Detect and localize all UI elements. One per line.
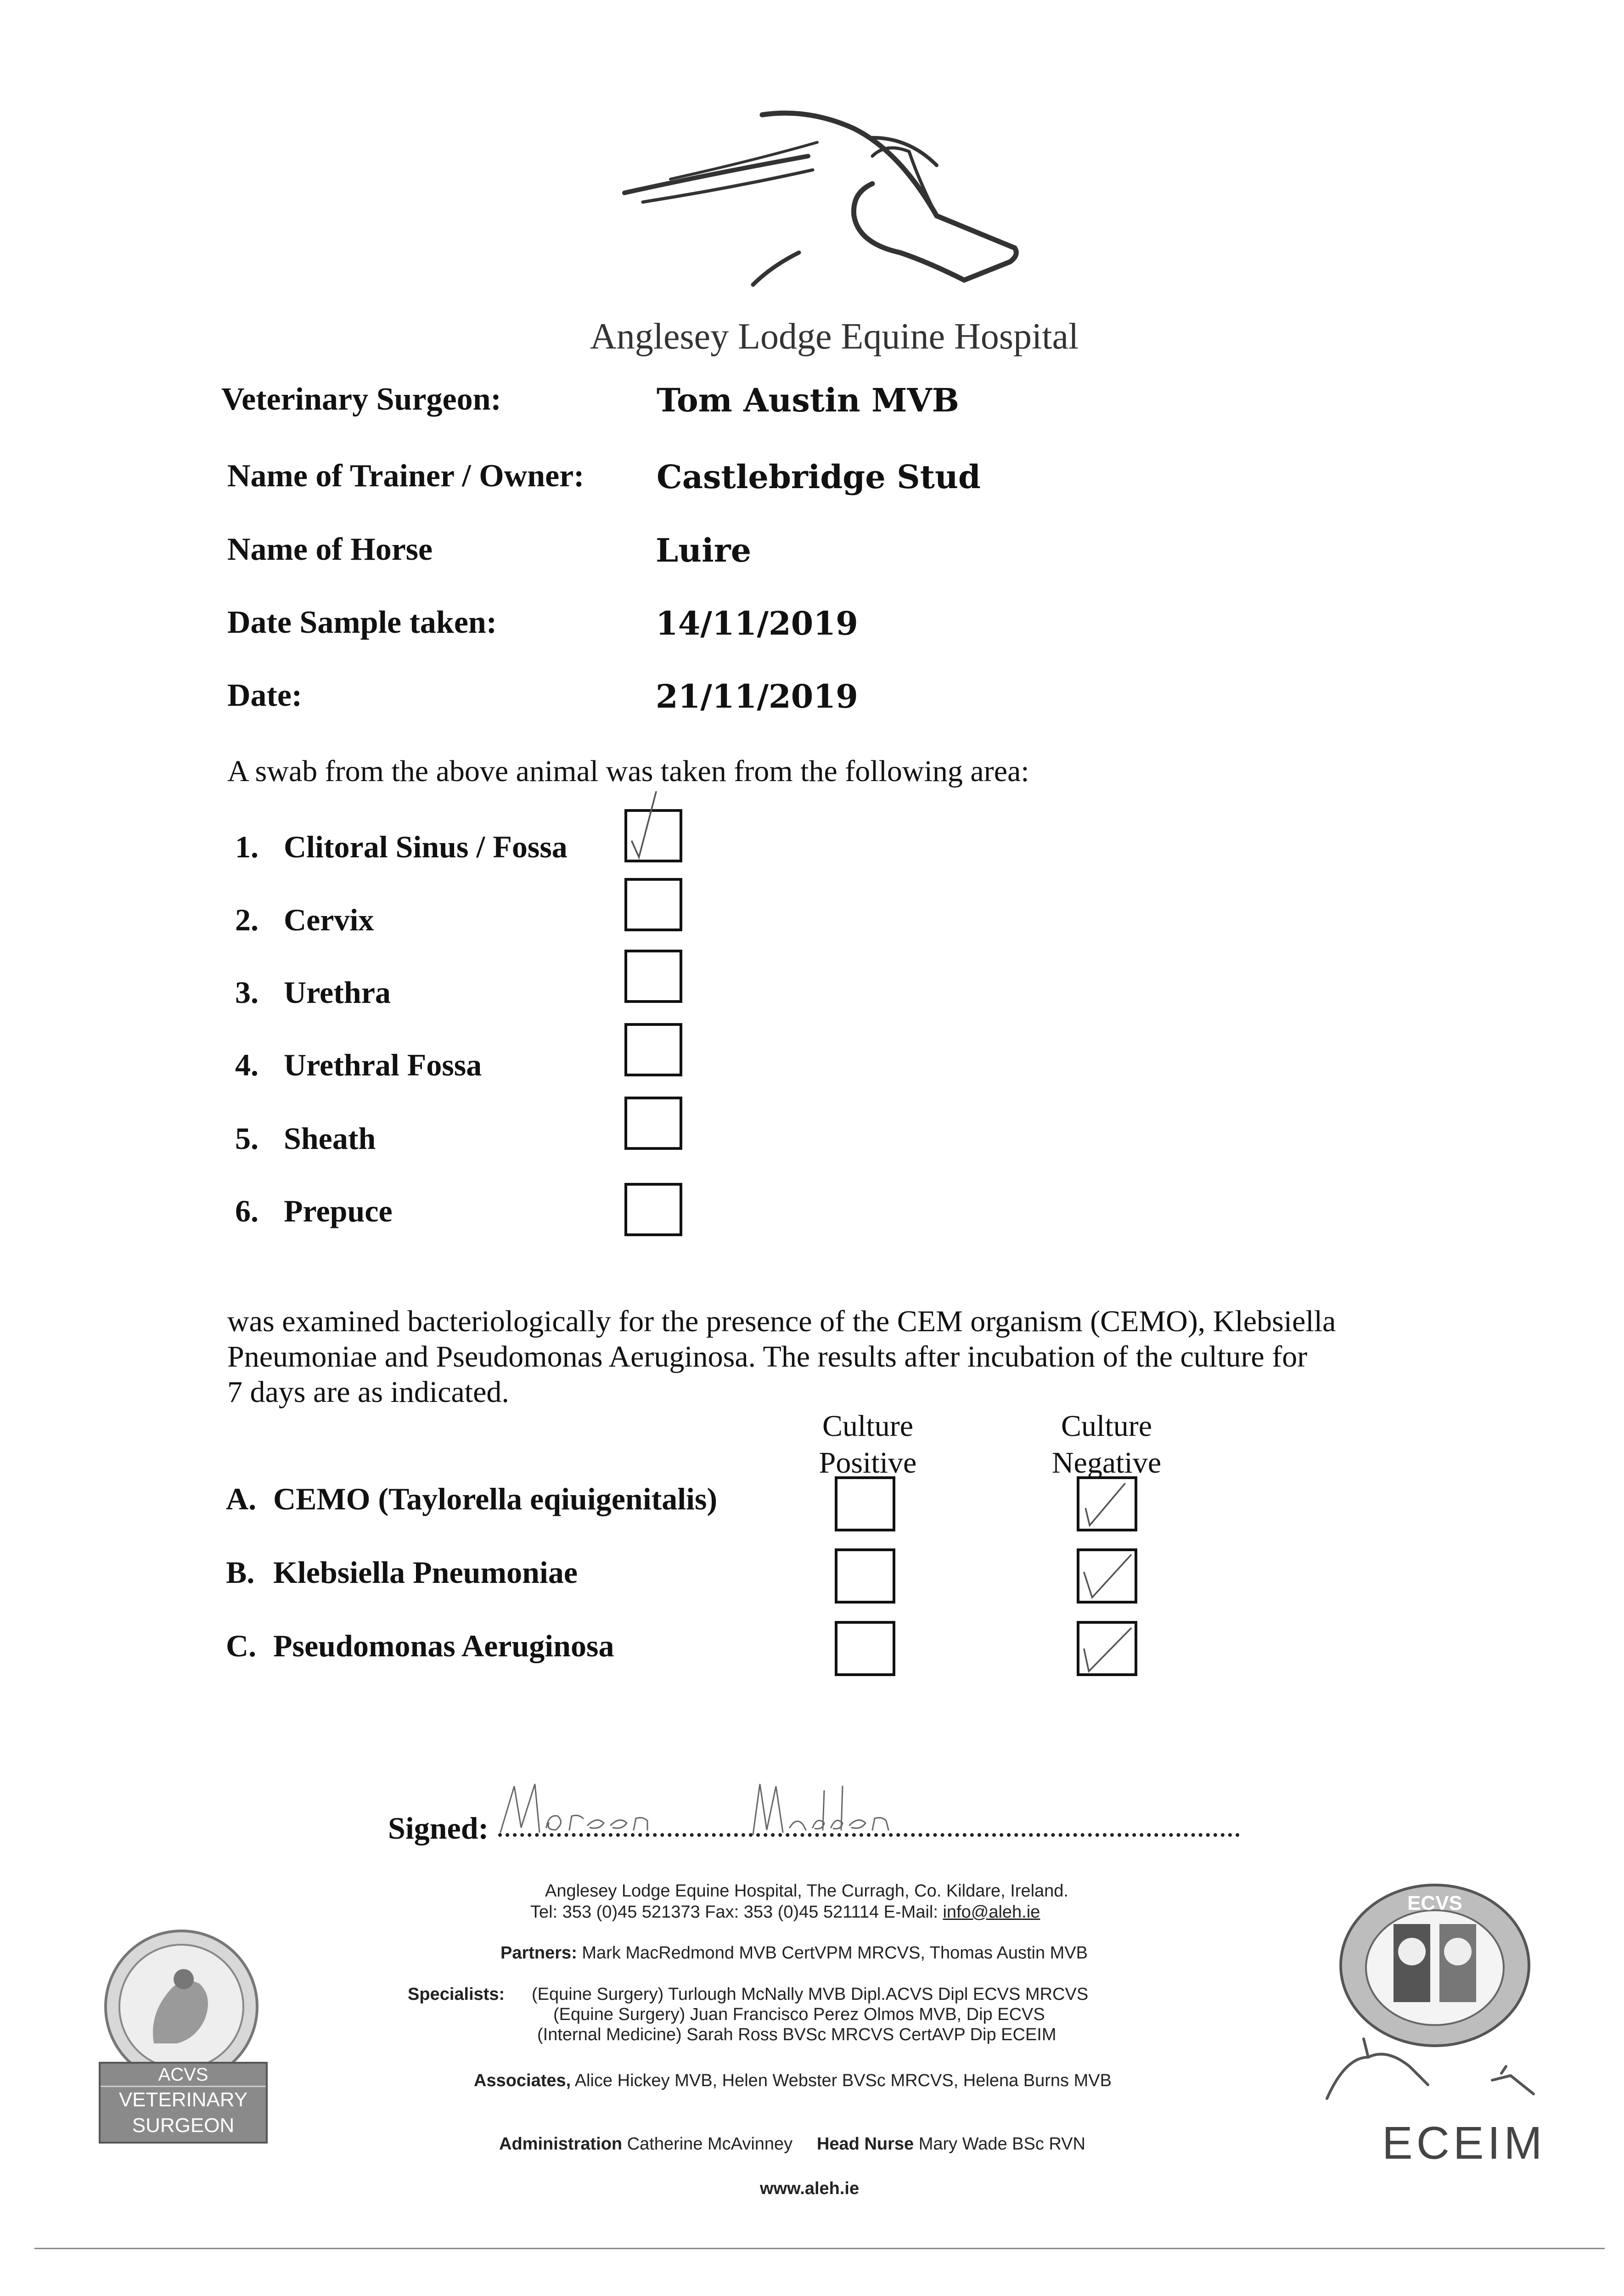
partners-label: Partners:	[500, 1943, 577, 1963]
checkbox-prepuce[interactable]	[624, 1183, 682, 1236]
field-label-date-sample-taken: Date Sample taken:	[227, 605, 497, 640]
field-value-horse-name: Luire	[656, 531, 752, 569]
associates-label: Associates,	[474, 2071, 571, 2090]
footer-email-link[interactable]: info@aleh.ie	[943, 1902, 1040, 1922]
swab-area-sheath: Sheath	[284, 1121, 376, 1156]
acvs-line-2: VETERINARY	[101, 2086, 266, 2113]
checkbox-urethral-fossa[interactable]	[624, 1023, 682, 1076]
column-header-line: Positive	[819, 1446, 917, 1480]
checkbox-urethra[interactable]	[624, 950, 682, 1003]
column-header-culture-negative	[1019, 1408, 1194, 1481]
checkbox-clitoral-sinus[interactable]	[624, 809, 682, 862]
field-value-veterinary-surgeon: Tom Austin MVB	[657, 381, 959, 419]
field-label-horse-name: Name of Horse	[227, 532, 433, 567]
result-name-cemo: CEMO (Taylorella eqiuigenitalis)	[273, 1481, 718, 1516]
checkbox-pseudomonas-positive[interactable]	[835, 1621, 895, 1676]
acvs-label-block	[99, 2062, 268, 2144]
nurse-name: Mary Wade BSc RVN	[918, 2134, 1085, 2154]
checkbox-klebsiella-positive[interactable]	[835, 1548, 895, 1604]
field-label-veterinary-surgeon: Veterinary Surgeon:	[221, 382, 501, 417]
check-mark-icon	[1079, 1551, 1135, 1601]
ecvs-badge	[1338, 1883, 1531, 2048]
swab-area-number: 4.	[235, 1047, 258, 1082]
checkbox-cemo-positive[interactable]	[835, 1476, 895, 1531]
associates-names: Alice Hickey MVB, Helen Webster BVSc MRCVS, Helena Burns MVB	[574, 2071, 1112, 2090]
checkbox-cervix[interactable]	[624, 878, 682, 931]
swab-area-number: 1.	[235, 829, 258, 864]
swab-area-number: 6.	[235, 1193, 258, 1228]
signed-label: Signed:	[388, 1811, 489, 1846]
result-letter: B.	[226, 1555, 255, 1590]
eceim-horse-icon	[1318, 2030, 1547, 2122]
field-label-date: Date:	[227, 678, 303, 713]
result-letter: A.	[226, 1481, 257, 1516]
column-header-culture-positive	[781, 1408, 955, 1481]
checkbox-sheath[interactable]	[624, 1097, 682, 1150]
partners-names: Mark MacRedmond MVB CertVPM MRCVS, Thomas Austin MVB	[582, 1943, 1088, 1963]
acvs-line-3: SURGEON	[132, 2114, 235, 2137]
ecvs-label: ECVS	[1407, 1892, 1462, 1914]
eceim-badge	[1318, 2030, 1547, 2167]
checkbox-klebsiella-negative[interactable]	[1077, 1548, 1137, 1604]
checkbox-pseudomonas-negative[interactable]	[1077, 1621, 1137, 1676]
exam-text-line-2: Pneumoniae and Pseudomonas Aeruginosa. The results after incubation of the culture for	[227, 1340, 1308, 1373]
swab-area-number: 3.	[235, 975, 258, 1010]
acvs-line-1: ACVS	[158, 2065, 208, 2085]
acvs-badge	[85, 1924, 278, 2140]
footer-associates	[474, 2071, 1112, 2091]
eceim-label: ECEIM	[1382, 2117, 1546, 2169]
swab-area-urethra: Urethra	[284, 975, 391, 1010]
specialists-label: Specialists:	[408, 1985, 505, 2004]
nurse-label: Head Nurse	[816, 2134, 914, 2154]
check-mark-icon	[627, 812, 680, 860]
swab-area-prepuce: Prepuce	[284, 1193, 393, 1228]
hospital-name: Anglesey Lodge Equine Hospital	[590, 316, 1079, 357]
footer-address: Anglesey Lodge Equine Hospital, The Curragh, Co. Kildare, Ireland.	[545, 1881, 1068, 1901]
field-label-trainer-owner: Name of Trainer / Owner:	[227, 458, 584, 494]
check-mark-icon	[1079, 1624, 1135, 1673]
field-value-date: 21/11/2019	[656, 677, 858, 715]
footer-website	[760, 2179, 859, 2199]
column-header-line: Culture	[1061, 1409, 1152, 1443]
exam-text-line-3: 7 days are as indicated.	[227, 1375, 509, 1409]
hospital-logo-icon	[615, 110, 1028, 303]
swab-intro-text: A swab from the above animal was taken from the following area:	[227, 754, 1029, 788]
bottom-divider	[34, 2248, 1605, 2249]
field-value-date-sample-taken: 14/11/2019	[656, 604, 858, 642]
footer-specialist-line: (Equine Surgery) Juan Francisco Perez Olmos MVB, Dip ECVS	[553, 2005, 1045, 2024]
exam-text-line-1: was examined bacteriologically for the presence of the CEM organism (CEMO), Klebsiella	[227, 1305, 1336, 1338]
acvs-seal-icon	[85, 1924, 278, 2080]
footer-contact-numbers: Tel: 353 (0)45 521373 Fax: 353 (0)45 521114 E-Mail:	[530, 1902, 938, 1922]
footer-specialists-label	[408, 1985, 505, 2004]
handwritten-signature	[496, 1773, 955, 1841]
swab-area-number: 2.	[235, 902, 258, 937]
check-mark-icon	[1079, 1479, 1135, 1529]
footer-contact	[530, 1902, 1040, 1922]
field-value-trainer-owner: Castlebridge Stud	[657, 458, 981, 496]
footer-administration	[499, 2134, 1085, 2154]
column-header-line: Culture	[822, 1409, 913, 1443]
swab-area-number: 5.	[235, 1121, 258, 1156]
website-link[interactable]: www.aleh.ie	[760, 2179, 860, 2198]
checkbox-cemo-negative[interactable]	[1077, 1476, 1137, 1531]
result-name-klebsiella: Klebsiella Pneumoniae	[273, 1555, 578, 1590]
result-name-pseudomonas: Pseudomonas Aeruginosa	[273, 1628, 614, 1663]
footer-specialist-line: (Internal Medicine) Sarah Ross BVSc MRCVS CertAVP Dip ECEIM	[537, 2025, 1056, 2044]
swab-area-urethral-fossa: Urethral Fossa	[284, 1047, 482, 1082]
footer-specialist-line: (Equine Surgery) Turlough McNally MVB Dipl.ACVS Dipl ECVS MRCVS	[532, 1985, 1089, 2004]
swab-area-cervix: Cervix	[284, 902, 374, 937]
swab-area-clitoral-sinus: Clitoral Sinus / Fossa	[284, 829, 568, 864]
admin-name: Catherine McAvinney	[627, 2134, 793, 2154]
result-letter: C.	[226, 1628, 257, 1663]
footer-partners	[500, 1943, 1088, 1963]
admin-label: Administration	[499, 2134, 623, 2154]
column-header-line: Negative	[1051, 1446, 1162, 1480]
